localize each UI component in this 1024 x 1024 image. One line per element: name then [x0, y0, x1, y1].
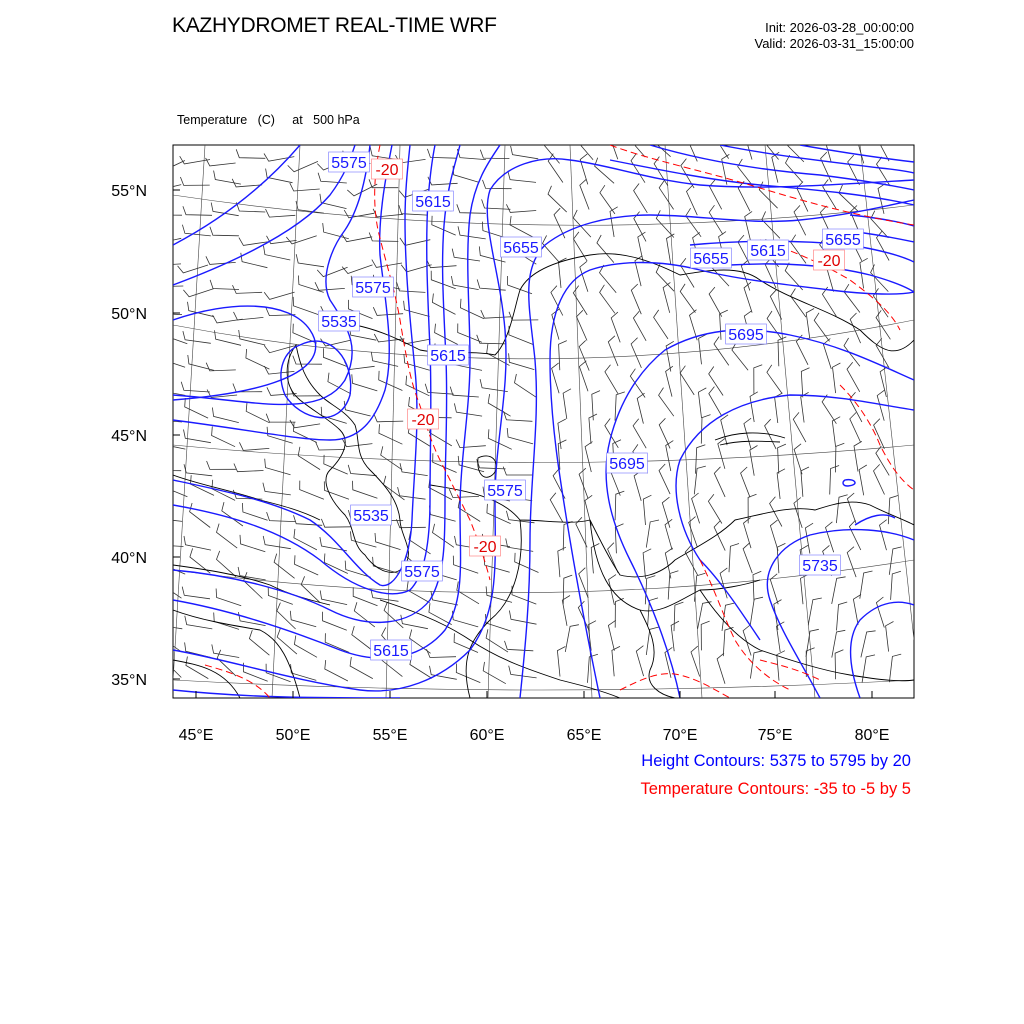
height-contour-label: [353, 277, 394, 297]
height-contour-label: [726, 324, 767, 344]
temperature-contour-label: [372, 159, 403, 179]
temperature-contour-legend: Temperature Contours: -35 to -5 by 5: [640, 780, 911, 798]
height-label-text: 5695: [609, 456, 645, 473]
temperature-label-text: -20: [375, 162, 399, 179]
height-label-text: 5655: [693, 251, 729, 268]
lon-tick-label: 50°E: [275, 727, 311, 744]
latitude-axis: [111, 183, 147, 689]
height-contour-label: [691, 248, 732, 268]
height-label-text: 5615: [750, 243, 786, 260]
valid-time: Valid: 2026-03-31_15:00:00: [754, 36, 914, 51]
height-contour-label: [351, 505, 392, 525]
height-contour-label: [402, 561, 443, 581]
init-time: Init: 2026-03-28_00:00:00: [765, 20, 914, 35]
height-label-text: 5575: [487, 483, 523, 500]
height-label-text: 5695: [728, 327, 764, 344]
height-contour-label: [428, 345, 469, 365]
temperature-contour-label: [470, 536, 501, 556]
lon-tick-label: 60°E: [469, 727, 505, 744]
height-contour-label: [329, 152, 370, 172]
lon-tick-label: 65°E: [566, 727, 602, 744]
plot-frame: [173, 145, 914, 698]
lat-tick-label: 40°N: [111, 550, 147, 567]
height-label-text: 5575: [404, 564, 440, 581]
height-label-text: 5615: [373, 643, 409, 660]
chart-title: KAZHYDROMET REAL-TIME WRF: [172, 14, 497, 37]
lon-tick-label: 45°E: [178, 727, 214, 744]
height-contour-label: [485, 480, 526, 500]
height-label-text: 5655: [503, 240, 539, 257]
lon-tick-label: 80°E: [854, 727, 890, 744]
height-contour-label: [319, 311, 360, 331]
height-label-text: 5735: [802, 558, 838, 575]
height-contour-label: [607, 453, 648, 473]
lat-tick-label: 45°N: [111, 428, 147, 445]
height-contour-legend: Height Contours: 5375 to 5795 by 20: [641, 752, 911, 770]
height-label-text: 5535: [353, 508, 389, 525]
temperature-label-text: -20: [473, 539, 497, 556]
height-label-text: 5615: [415, 194, 451, 211]
lat-tick-label: 35°N: [111, 672, 147, 689]
lon-tick-label: 55°E: [372, 727, 408, 744]
temperature-label-text: -20: [817, 253, 841, 270]
height-label-text: 5615: [430, 348, 466, 365]
temperature-contour-label: [814, 250, 845, 270]
height-label-text: 5575: [331, 155, 367, 172]
lat-tick-label: 50°N: [111, 306, 147, 323]
height-contour-label: [501, 237, 542, 257]
lon-tick-label: 70°E: [662, 727, 698, 744]
lon-tick-label: 75°E: [757, 727, 793, 744]
height-label-text: 5575: [355, 280, 391, 297]
height-label-text: 5655: [825, 232, 861, 249]
height-label-text: 5535: [321, 314, 357, 331]
temperature-contour-label: [408, 409, 439, 429]
height-contour-label: [413, 191, 454, 211]
lat-tick-label: 55°N: [111, 183, 147, 200]
height-contour-label: [800, 555, 841, 575]
longitude-axis: [179, 727, 890, 744]
temperature-label-text: -20: [411, 412, 435, 429]
height-contour-label: [371, 640, 412, 660]
height-contour-label: [823, 229, 864, 249]
height-contour-label: [748, 240, 789, 260]
variable-temperature: Temperature (C) at 500 hPa: [177, 113, 360, 127]
